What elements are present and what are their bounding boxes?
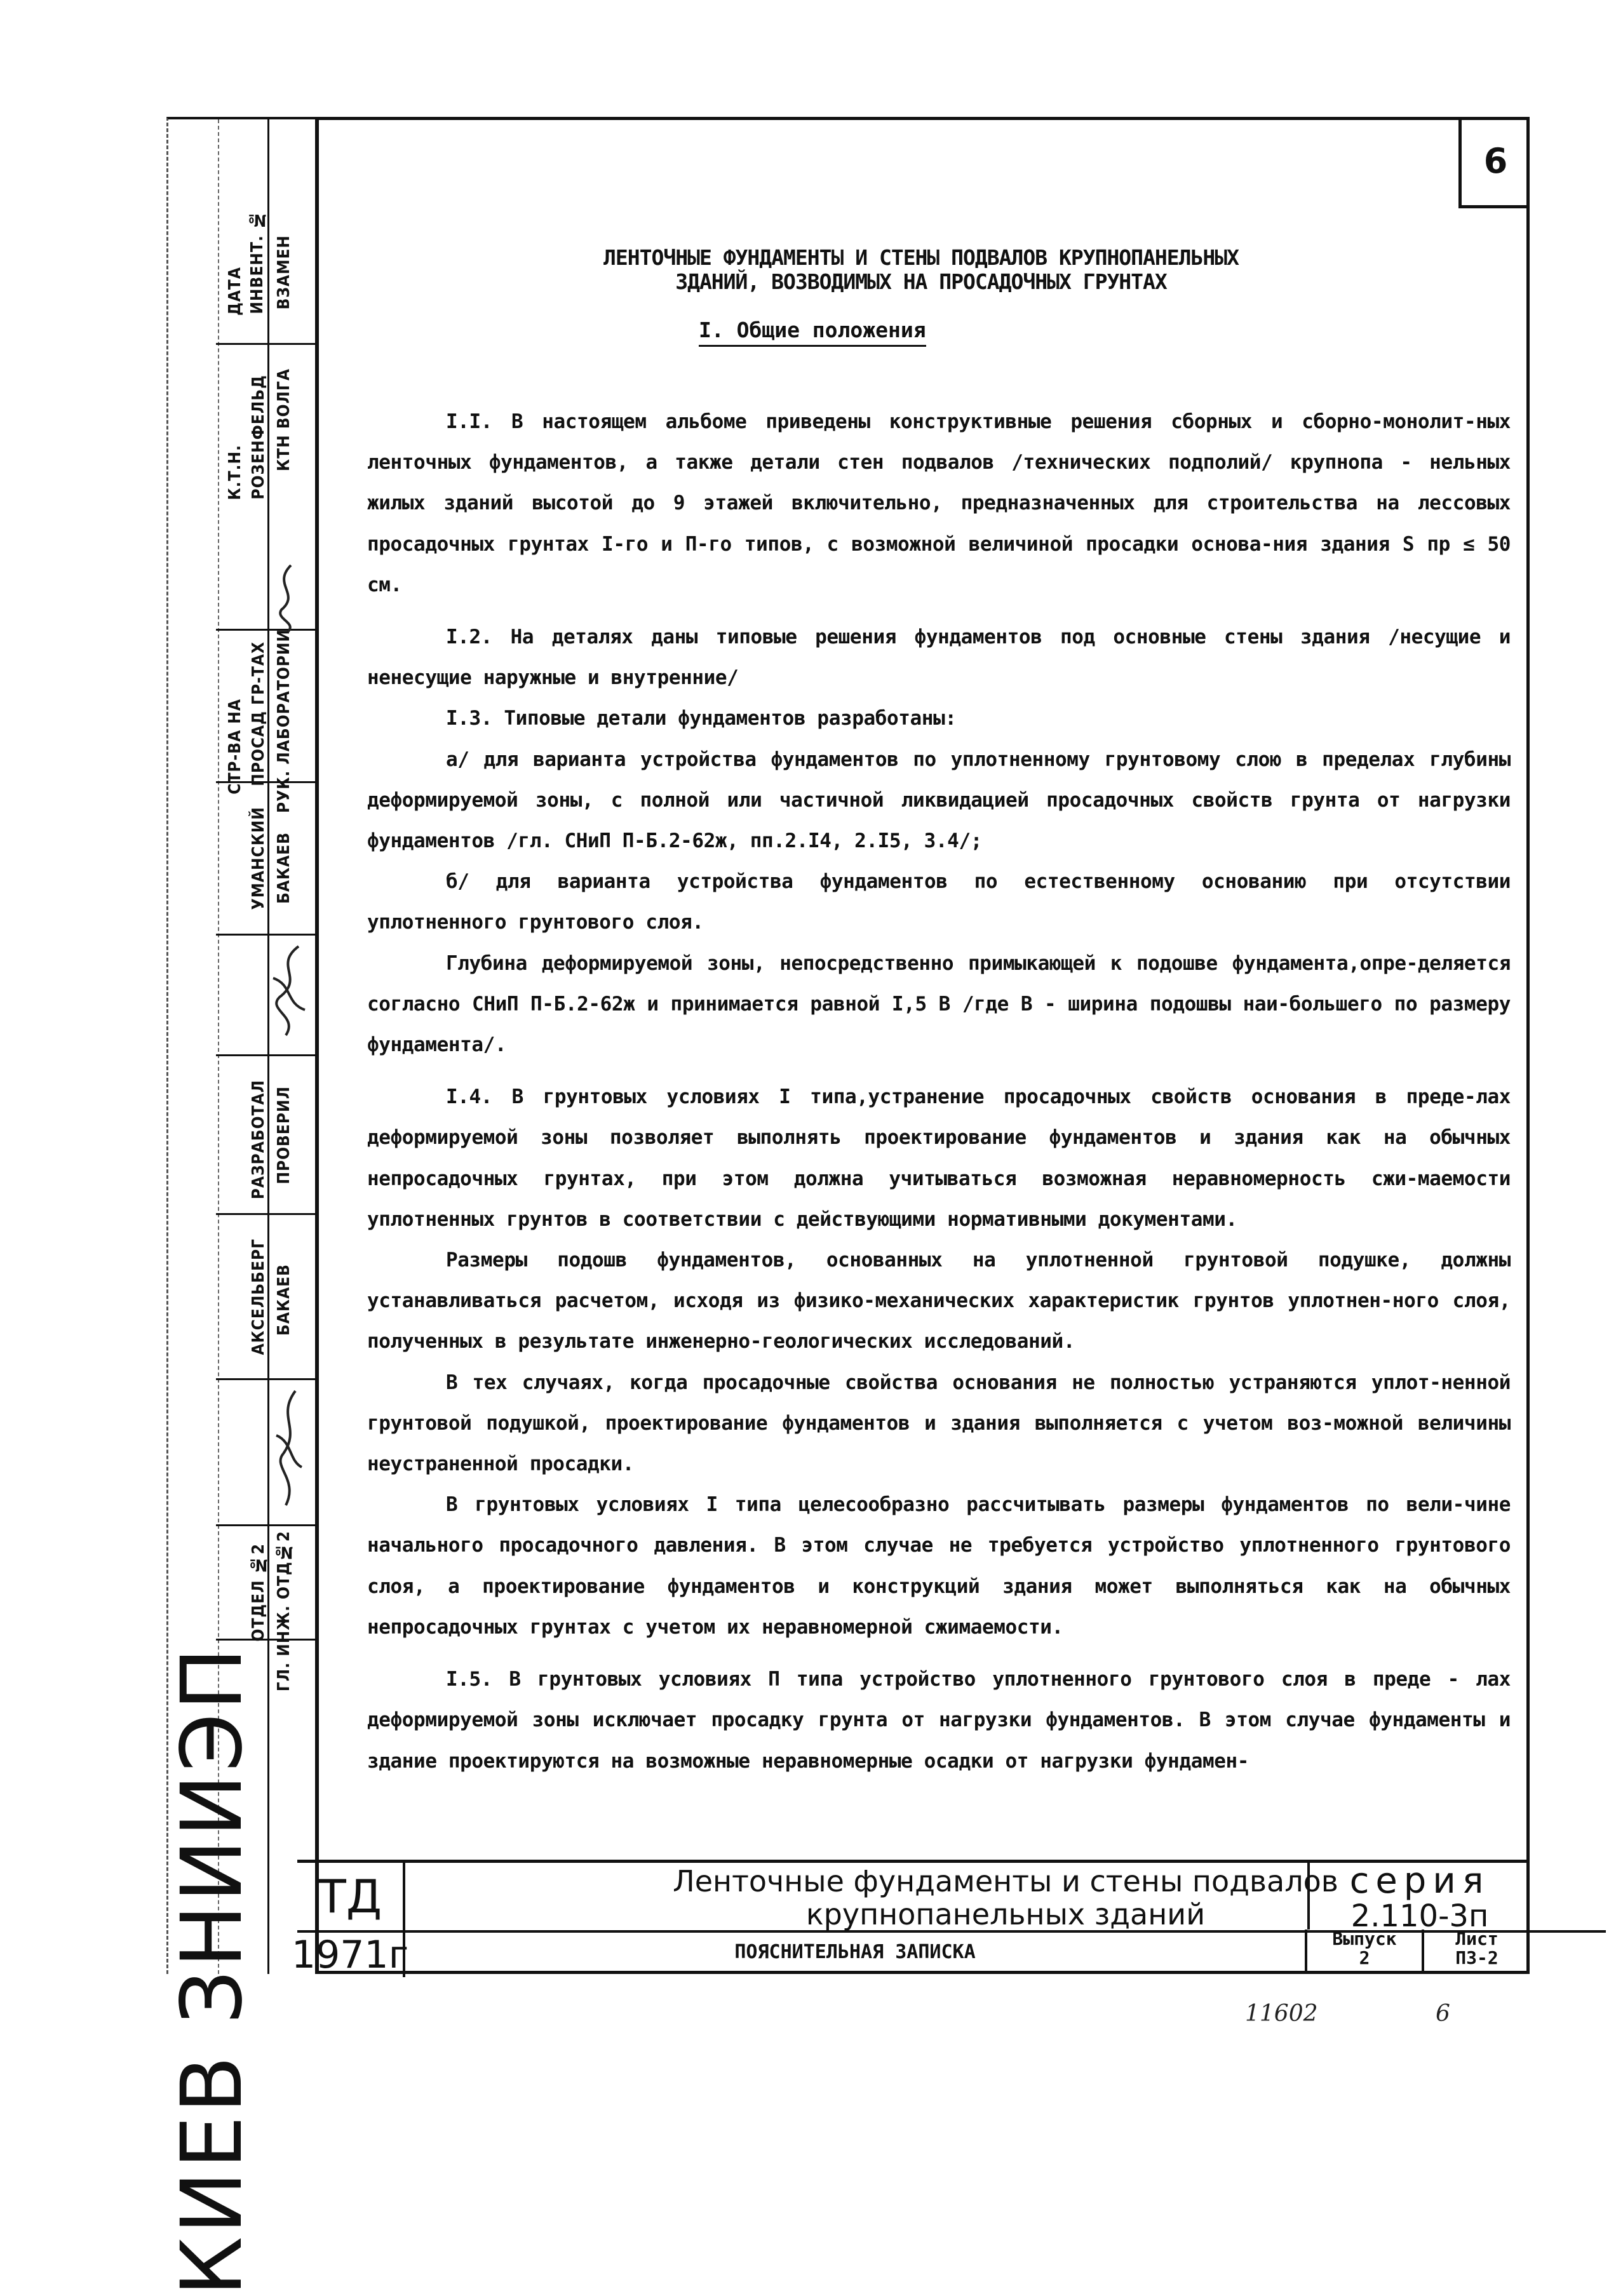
stamp-label-ktn-volga: КТН ВОЛГА — [274, 368, 293, 471]
title-block-name-line-1: Ленточные фундаменты и стены подвалов — [673, 1864, 1338, 1898]
year: 1971г — [291, 1933, 409, 1977]
issue-label: Выпуск — [1332, 1928, 1397, 1949]
body-text — [367, 401, 1511, 1782]
strip-divider — [216, 1213, 315, 1215]
paragraph-1-1: I.I. В настоящем альбоме приведены конструктивные решения сборных и сборно-монолит-ных ленточных фундаментов, а также детали стен подвалов /технических подполий/ крупнопа - нельных жилых зданий высотой до 9 этажей включительно, предназначенных для строительства на лессовых просадочных грунтах I-го и П-го типов, с возможной величиной просадки основа-ния здания S пр ≤ 50 см. — [367, 410, 1511, 596]
sheet-label: Лист — [1455, 1928, 1498, 1949]
strip-divider — [216, 1378, 315, 1380]
stamp-label-proveril: ПРОВЕРИЛ — [274, 1086, 293, 1185]
footer-page-number: 6 — [1436, 2001, 1450, 2027]
stamp-label-rozenfeld: РОЗЕНФЕЛЬД — [249, 375, 268, 500]
signature-mark — [264, 1385, 314, 1512]
td-mark: ТД — [297, 1863, 405, 1933]
signature-mark — [260, 940, 315, 1048]
strip-divider — [216, 1054, 315, 1056]
page-number: 6 — [1458, 117, 1530, 208]
stamp-label-bakaev-2: БАКАЕВ — [274, 1264, 293, 1336]
paragraph-1-4-sizes: Размеры подошв фундаментов, основанных на уплотненной грунтовой подушке, должны устанавливаться расчетом, исходя из физико-механических характеристик грунтов уплотнен-ного слоя, полученных в результате инженерно-геологических исследований. — [367, 1249, 1511, 1353]
stamp-label-data: ДАТА — [226, 267, 245, 316]
strip-divider — [216, 343, 315, 345]
stamp-label-inventory: ИНВЕНТ. № — [248, 210, 267, 314]
paragraph-1-3-c: Глубина деформируемой зоны, непосредственно примыкающей к подошве фундамента,опре-деляется согласно СНиП П-Б.2-62ж и принимается равной I,5 В /где В - ширина подошвы наи-большего по размеру фундамента/. — [367, 951, 1511, 1057]
paragraph-1-4: I.4. В грунтовых условиях I типа,устранение просадочных свойств основания в преде-лах деформируемой зоны позволяет выполнять проектирование фундаментов и здания как на обычных непросадочных грунтах, при этом должна учитываться возможная неравномерность сжи-маемости уплотненных грунтов в соответствии с действующими нормативными документами. — [367, 1085, 1511, 1231]
strip-divider — [216, 1524, 315, 1526]
sheet-value: ПЗ-2 — [1455, 1947, 1498, 1968]
paragraph-1-3-b: б/ для варианта устройства фундаментов по естественному основанию при отсутствии уплотненного грунтового слоя. — [367, 870, 1511, 934]
series-cell — [1307, 1860, 1530, 1934]
signature-mark — [266, 559, 310, 635]
stamp-label-bakaev: БАКАЕВ — [274, 832, 293, 904]
paragraph-1-4-cases: В тех случаях, когда просадочные свойства основания не полностью устраняются уплот-ненной грунтовой подушкой, проектирование фундаментов и здания выполняется с учетом воз-можной величины неустраненной просадки. — [367, 1371, 1511, 1476]
sheet-cell — [1424, 1930, 1530, 1974]
document-title-line-2: ЗДАНИЙ, ВОЗВОДИМЫХ НА ПРОСАДОЧНЫХ ГРУНТАХ — [675, 269, 1167, 294]
paragraph-1-3-a: а/ для варианта устройства фундаментов по уплотненному грунтовому слою в пределах глубины деформируемой зоны, с полной или частичной ликвидацией просадочных свойств грунта от нагрузки фундаментов /гл. СНиП П-Б.2-62ж, пп.2.I4, 2.I5, 3.4/; — [367, 748, 1511, 853]
paragraph-1-4-type1: В грунтовых условиях I типа целесообразно рассчитывать размеры фундаментов по вели-чине начального просадочного давления. В этом случае не требуется устройство уплотненного грунтового слоя, а проектирование фундаментов и конструкций здания может выполняться как на обычных непросадочных грунтах с учетом их неравномерной сжимаемости. — [367, 1493, 1511, 1639]
explanatory-note-label: ПОЯСНИТЕЛЬНАЯ ЗАПИСКА — [405, 1930, 1307, 1974]
paragraph-1-3: I.3. Типовые детали фундаментов разработаны: — [446, 707, 957, 730]
stamp-label-razrabotal: РАЗРАБОТАЛ — [249, 1080, 268, 1200]
stamp-label-str-va: СТР-ВА НА — [226, 699, 245, 795]
archive-number: 11602 — [1245, 2001, 1318, 2027]
stamp-label-vzamen: ВЗАМЕН — [274, 235, 293, 310]
series-label: серия — [1349, 1860, 1490, 1902]
paragraph-1-5: I.5. В грунтовых условиях П типа устройство уплотненного грунтового слоя в преде - лах деформируемой зоны исключает просадку грунта от нагрузки фундаментов. В этом случае фундаменты и здание проектируются на возможные неравномерные осадки от нагрузки фундамен- — [367, 1668, 1511, 1773]
stamp-label-umansky: УМАНСКИЙ — [249, 807, 268, 910]
issue-value: 2 — [1359, 1947, 1370, 1968]
paragraph-1-2: I.2. На деталях даны типовые решения фундаментов под основные стены здания /несущие и ненесущие наружные и внутренние/ — [367, 626, 1511, 690]
stamp-label-akselberg: АКСЕЛЬБЕРГ — [249, 1239, 268, 1355]
stamp-label-ktn: К.Т.Н. — [226, 445, 245, 500]
stamp-label-prosad: ПРОСАД ГР-ТАХ — [249, 641, 268, 786]
title-block-name-line-2: крупнопанельных зданий — [805, 1897, 1206, 1931]
strip-divider — [216, 934, 315, 936]
stamp-label-ruk-lab: РУК. ЛАБОРАТОРИИ — [274, 629, 293, 813]
issue-cell — [1307, 1930, 1424, 1974]
document-title-line-1: ЛЕНТОЧНЫЕ ФУНДАМЕНТЫ И СТЕНЫ ПОДВАЛОВ КРУПНОПАНЕЛЬНЫХ — [603, 245, 1239, 270]
stamp-label-gl-inzh: ГЛ. ИНЖ. ОТД№2 — [274, 1531, 293, 1692]
section-heading: I. Общие положения — [699, 318, 926, 347]
series-value: 2.110-3п — [1350, 1898, 1489, 1934]
stamp-label-otdel: ОТДЕЛ №2 — [249, 1543, 268, 1642]
organization-stamp: КИЕВ ЗНИИЭП — [163, 1645, 261, 2296]
